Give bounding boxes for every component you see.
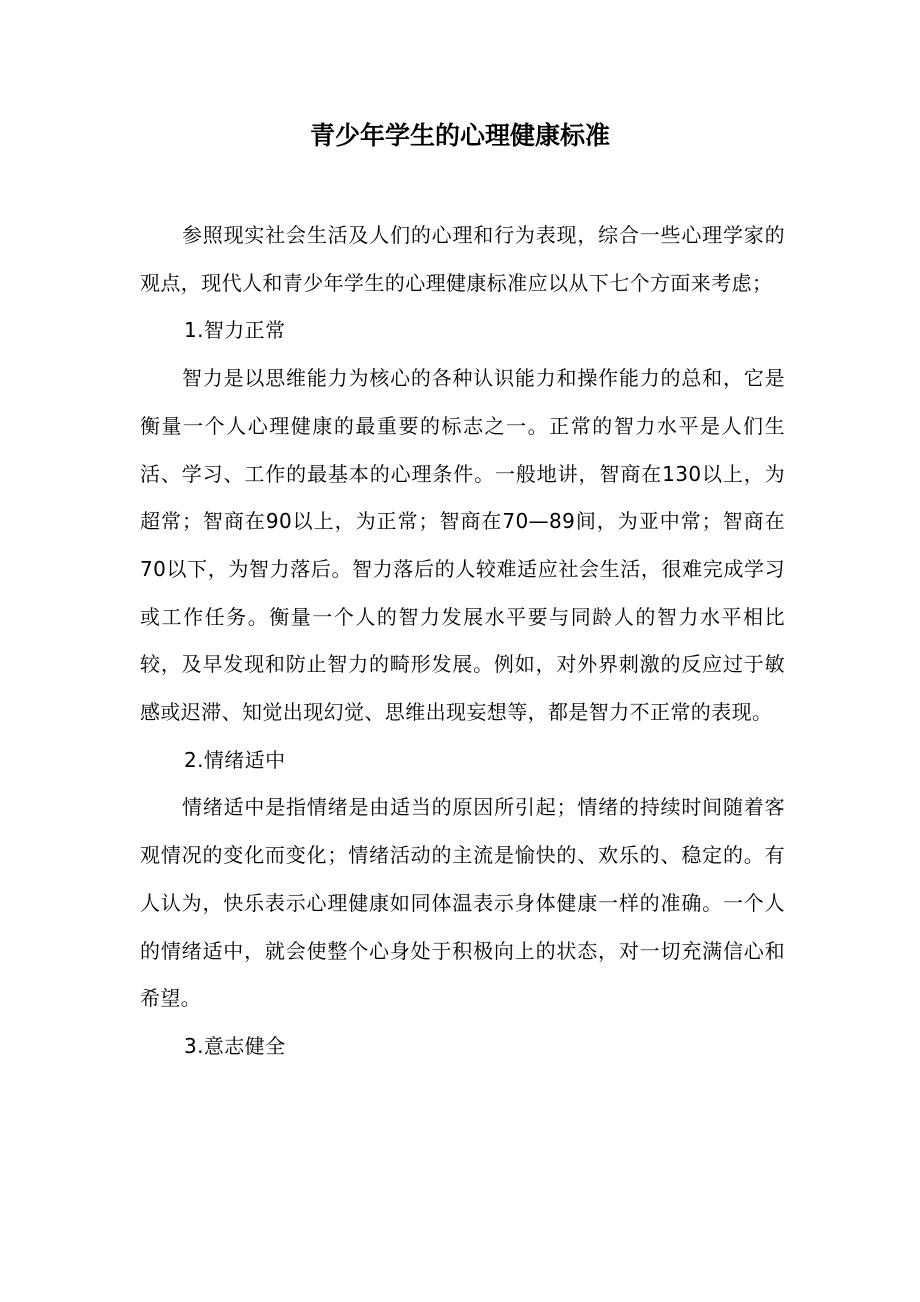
section-heading-emotion: 2.情绪适中	[184, 747, 286, 772]
document-title: 青少年学生的心理健康标准	[309, 121, 610, 150]
section-heading-will: 3.意志健全	[184, 1033, 286, 1058]
intelligence-paragraph: 智力是以思维能力为核心的各种认识能力和操作能力的总和，它是衡量一个人心理健康的最重要的标志之一。正常的智力水平是人们生活、学习、工作的最基本的心理条件。一般地讲，智商在130以上，为超常；智商在90以上，为正常；智商在70—89间，为亚中常；智商在70以下，为智力落后。智力落后的人较难适应社会生活，很难完成学习或工作任务。衡量一个人的智力发展水平要与同龄人的智力水平相比较，及早发现和防止智力的畸形发展。例如，对外界刺激的反应过于敏感或迟滞、知觉出现幻觉、思维出现妄想等，都是智力不正常的表现。	[140, 366, 785, 725]
intro-paragraph: 参照现实社会生活及人们的心理和行为表现，综合一些心理学家的观点，现代人和青少年学生的心理健康标准应以从下七个方面来考虑；	[140, 223, 785, 295]
document-body	[140, 212, 785, 1071]
emotion-paragraph: 情绪适中是指情绪是由适当的原因所引起；情绪的持续时间随着客观情况的变化而变化；情绪活动的主流是愉快的、欢乐的、稳定的。有人认为，快乐表示心理健康如同体温表示身体健康一样的准确。一个人的情绪适中，就会使整个心身处于积极向上的状态，对一切充满信心和希望。	[140, 795, 785, 1011]
section-heading-intelligence: 1.智力正常	[184, 318, 286, 343]
